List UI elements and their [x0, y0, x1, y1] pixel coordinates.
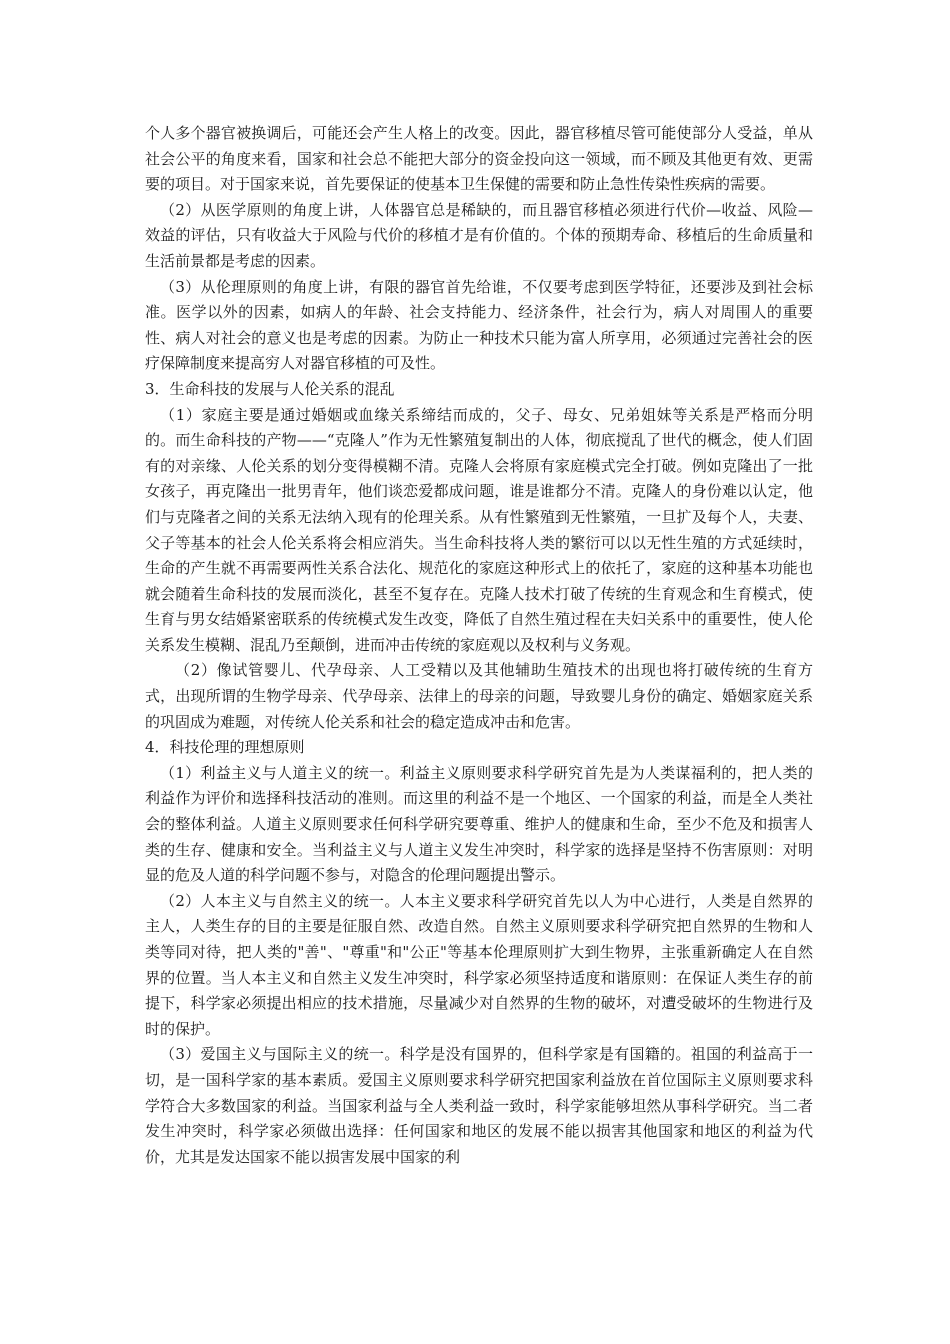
section-heading-3: 3．生命科技的发展与人伦关系的混乱	[145, 379, 395, 398]
paragraph-ethical-principle: （3）从伦理原则的角度上讲，有限的器官首先给谁，不仅要考虑到医学特征，还要涉及到社会标准。医学以外的因素，如病人的年龄、社会支持能力、经济条件，社会行为，病人对周围人的重要性、病人对社会的意义也是考虑的因素。为防止一种技术只能为富人所享用，必须通过完善社会的医疗保障制度来提高穷人对器官移植的可及性。	[145, 277, 813, 373]
paragraph-assisted-reproduction: （2）像试管婴儿、代孕母亲、人工受精以及其他辅助生殖技术的出现也将打破传统的生育方式，出现所谓的生物学母亲、代孕母亲、法律上的母亲的问题，导致婴儿身份的确定、婚姻家庭关系的巩固成为难题，对传统人伦关系和社会的稳定造成冲击和危害。	[145, 661, 813, 731]
section-heading-4: 4．科技伦理的理想原则	[145, 738, 305, 757]
paragraph-utilitarian-humanitarian: （1）利益主义与人道主义的统一。利益主义原则要求科学研究首先是为人类谋福利的，把人类的利益作为评价和选择科技活动的准则。而这里的利益不是一个地区、一个国家的利益，而是全人类社会的整体利益。人道主义原则要求任何科学研究要尊重、维护人的健康和生命，至少不危及和损害人类的生存、健康和安全。当利益主义与人道主义发生冲突时，科学家的选择是坚持不伤害原则：对明显的危及人道的科学问题不参与，对隐含的伦理问题提出警示。	[145, 763, 813, 885]
paragraph-organ-transplant-fairness: 个人多个器官被换调后，可能还会产生人格上的改变。因此，器官移植尽管可能使部分人受益，单从社会公平的角度来看，国家和社会总不能把大部分的资金投向这一领域，而不顾及其他更有效、更需要的项目。对于国家来说，首先要保证的使基本卫生保健的需要和防止急性传染性疾病的需要。	[145, 124, 813, 194]
paragraph-medical-principle: （2）从医学原则的角度上讲，人体器官总是稀缺的，而且器官移植必须进行代价—收益、风险—效益的评估，只有收益大于风险与代价的移植才是有价值的。个体的预期寿命、移植后的生命质量和生活前景都是考虑的因素。	[145, 200, 813, 270]
paragraph-cloning-family: （1）家庭主要是通过婚姻或血缘关系缔结而成的，父子、母女、兄弟姐妹等关系是严格而分明的。而生命科技的产物——“克隆人”作为无性繁殖复制出的人体，彻底搅乱了世代的概念，使人们固有的对亲缘、人伦关系的划分变得模糊不清。克隆人会将原有家庭模式完全打破。例如克隆出了一批女孩子，再克隆出一批男青年，他们谈恋爱都成问题，谁是谁都分不清。克隆人的身份难以认定，他们与克隆者之间的关系无法纳入现有的伦理关系。从有性繁殖到无性繁殖，一旦扩及每个人，夫妻、父子等基本的社会人伦关系将会相应消失。当生命科技将人类的繁衍可以以无性生殖的方式延续时，生命的产生就不再需要两性关系合法化、规范化的家庭这种形式上的依托了，家庭的这种基本功能也就会随着生命科技的发展而淡化，甚至不复存在。克隆人技术打破了传统的生育观念和生育模式，使生育与男女结婚紧密联系的传统模式发生改变，降低了自然生殖过程在夫妇关系中的重要性，使人伦关系发生模糊、混乱乃至颠倒，进而冲击传统的家庭观以及权利与义务观。	[145, 405, 813, 654]
paragraph-humanism-naturalism: （2）人本主义与自然主义的统一。人本主义要求科学研究首先以人为中心进行，人类是自然界的主人，人类生存的目的主要是征服自然、改造自然。自然主义原则要求科学研究把自然界的生物和人类等同对待，把人类的"善"、"尊重"和"公正"等基本伦理原则扩大到生物界，主张重新确定人在自然界的位置。当人本主义和自然主义发生冲突时，科学家必须坚持适度和谐原则：在保证人类生存的前提下，科学家必须提出相应的技术措施，尽量减少对自然界的生物的破坏，对遭受破坏的生物进行及时的保护。	[145, 891, 813, 1038]
document-body	[145, 121, 813, 1170]
paragraph-patriotism-internationalism: （3）爱国主义与国际主义的统一。科学是没有国界的，但科学家是有国籍的。祖国的利益高于一切，是一国科学家的基本素质。爱国主义原则要求科学研究把国家利益放在首位国际主义原则要求科学符合大多数国家的利益。当国家利益与全人类利益一致时，科学家能够坦然从事科学研究。当二者发生冲突时，科学家必须做出选择：任何国家和地区的发展不能以损害其他国家和地区的利益为代价，尤其是发达国家不能以损害发展中国家的利	[145, 1045, 813, 1166]
